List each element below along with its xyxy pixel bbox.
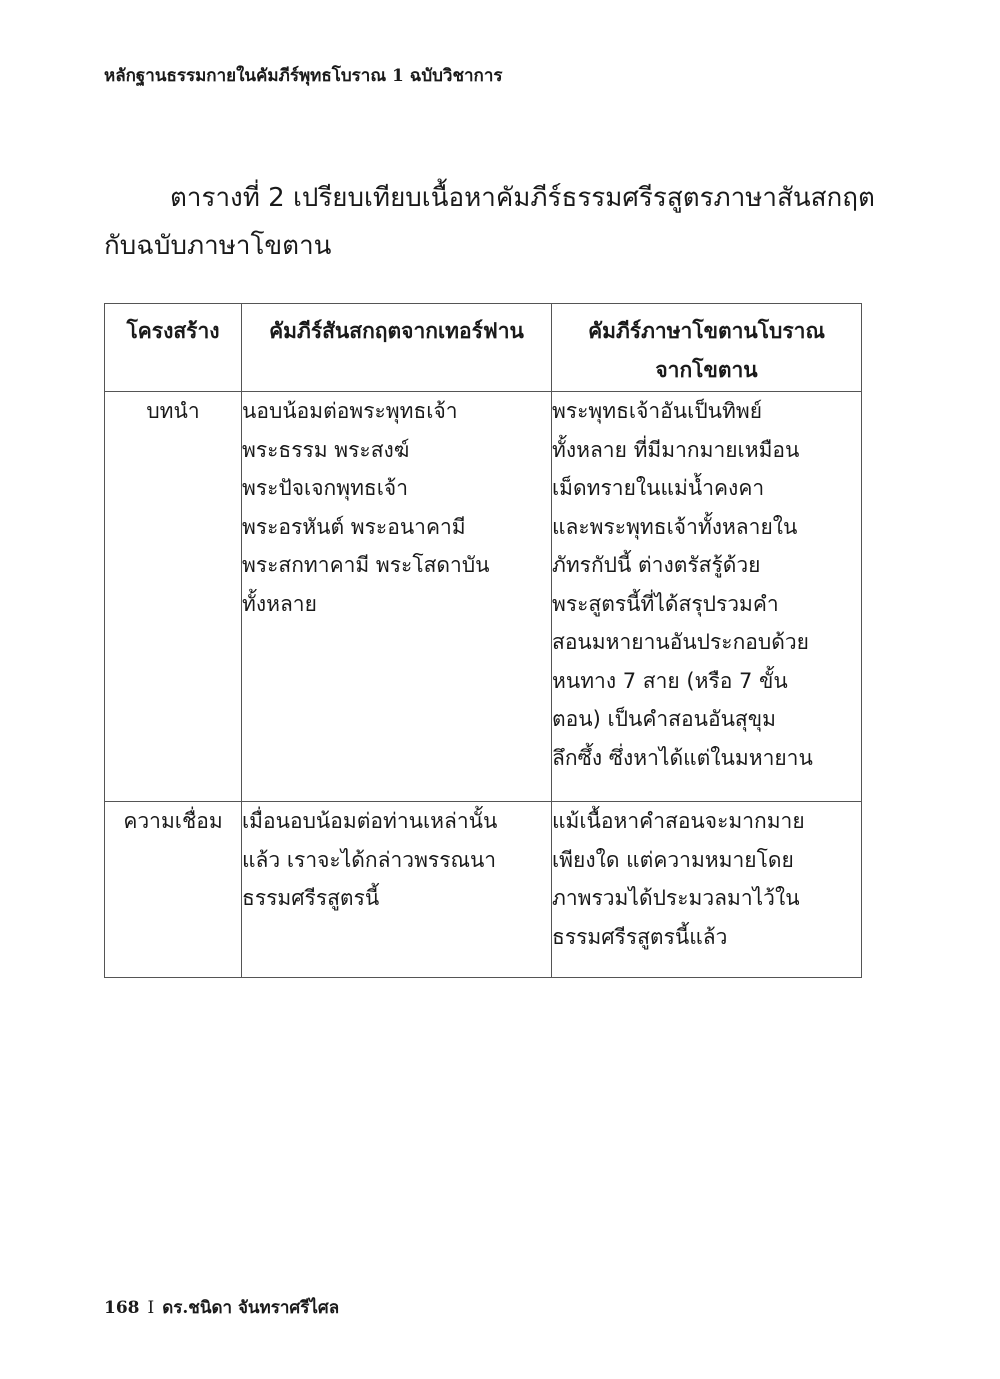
cell-structure: บทนำ xyxy=(105,392,242,802)
text-line: พระธรรม พระสงฆ์ xyxy=(242,437,410,462)
text-line: ทั้งหลาย ที่มีมากมายเหมือน xyxy=(552,437,800,462)
text-line: เมื่อนอบน้อมต่อท่านเหล่านั้น xyxy=(242,809,498,833)
header-structure: โครงสร้าง xyxy=(105,304,242,392)
text-line: หนทาง 7 สาย (หรือ 7 ขั้น xyxy=(552,668,788,693)
text-line: ธรรมศรีรสูตรนี้แล้ว xyxy=(552,924,728,949)
text-line: ลึกซึ้ง ซึ่งหาได้แต่ในมหายาน xyxy=(552,745,813,770)
text-line: แล้ว เราจะได้กล่าวพรรณนา xyxy=(242,847,497,872)
footer-separator: I xyxy=(147,1298,155,1318)
text-line: สอนมหายานอันประกอบด้วย xyxy=(552,630,809,654)
cell-khotanese xyxy=(552,802,862,978)
comparison-table xyxy=(104,303,862,978)
text-line: นอบน้อมต่อพระพุทธเจ้า xyxy=(242,399,458,423)
text-line: พระพุทธเจ้าอันเป็นทิพย์ xyxy=(552,399,762,423)
table-row xyxy=(105,802,862,978)
cell-sanskrit xyxy=(242,802,552,978)
running-header: หลักฐานธรรมกายในคัมภีร์พุทธโบราณ 1 ฉบับวิชาการ xyxy=(104,66,503,86)
page-number: 168 xyxy=(104,1298,140,1318)
text-line: เม็ดทรายในแม่น้ำคงคา xyxy=(552,476,765,500)
header-khotanese-line2: จากโขตาน xyxy=(655,357,758,382)
header-khotanese-line1: คัมภีร์ภาษาโขตานโบราณ xyxy=(588,319,825,343)
text-line: และพระพุทธเจ้าทั้งหลายใน xyxy=(552,514,798,539)
table-row xyxy=(105,392,862,802)
text-line: พระอรหันต์ พระอนาคามี xyxy=(242,514,466,539)
cell-structure: ความเชื่อม xyxy=(105,802,242,978)
text-line: พระปัจเจกพุทธเจ้า xyxy=(242,476,409,500)
header-sanskrit: คัมภีร์สันสกฤตจากเทอร์ฟาน xyxy=(242,304,552,392)
text-line: เพียงใด แต่ความหมายโดย xyxy=(552,847,794,872)
cell-sanskrit xyxy=(242,392,552,802)
table-header-row xyxy=(105,304,862,392)
header-khotanese xyxy=(552,304,862,392)
author-name: ดร.ชนิดา จันทราศรีไศล xyxy=(162,1298,340,1318)
text-line: พระสูตรนี้ที่ได้สรุปรวมคำ xyxy=(552,591,779,616)
text-line: ตอน) เป็นคำสอนอันสุขุม xyxy=(552,707,776,731)
cell-khotanese xyxy=(552,392,862,802)
text-line: ธรรมศรีรสูตรนี้ xyxy=(242,886,380,910)
text-line: ทั้งหลาย xyxy=(242,591,317,616)
text-line: ภาพรวมได้ประมวลมาไว้ใน xyxy=(552,886,800,910)
text-line: ภัทรกัปนี้ ต่างตรัสรู้ด้วย xyxy=(552,553,761,577)
table-caption: ตารางที่ 2 เปรียบเทียบเนื้อหาคัมภีร์ธรรมศรีรสูตรภาษาสันสกฤตกับฉบับภาษาโขตาน xyxy=(104,183,875,261)
running-footer xyxy=(104,1294,339,1321)
text-line: พระสกทาคามี พระโสดาบัน xyxy=(242,553,490,577)
text-line: แม้เนื้อหาคำสอนจะมากมาย xyxy=(552,809,805,833)
